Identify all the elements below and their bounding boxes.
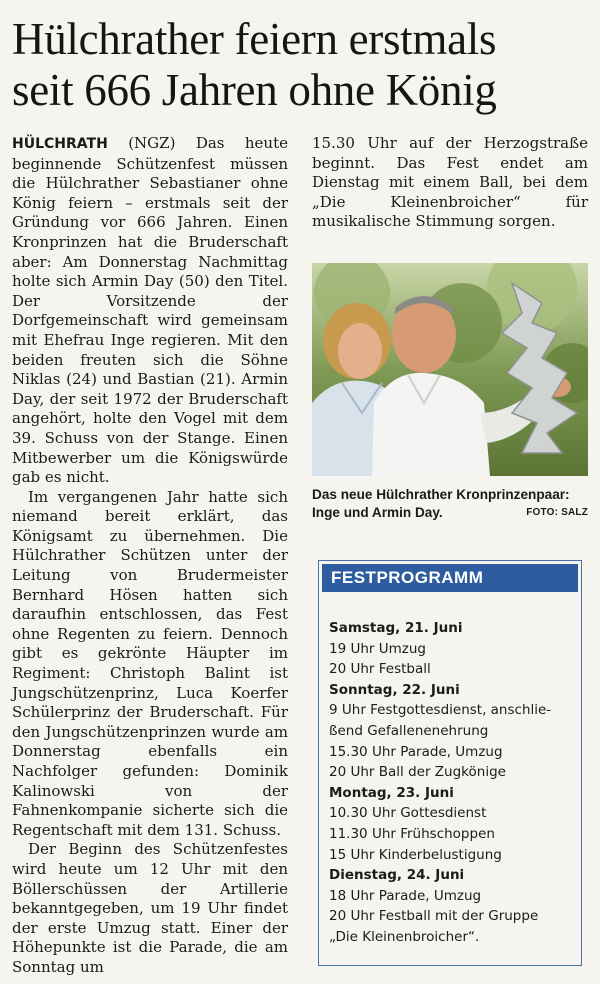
- festprogramm-list: [319, 592, 581, 948]
- festprogramm-item: 20 Uhr Ball der Zugkönige: [329, 764, 506, 781]
- festprogramm-item: 9 Uhr Festgottesdienst, anschlie-: [329, 702, 552, 719]
- headline-line-1: Hülchrather feiern erstmals: [12, 14, 497, 64]
- caption-text: Das neue Hülchrather Kronprinzenpaar: Inge und Armin Day.: [312, 487, 570, 520]
- article-paragraph-1: [12, 134, 288, 488]
- article-column-right: [312, 134, 588, 232]
- photo-illustration: [312, 263, 588, 476]
- festprogramm-item: ßend Gefallenenehrung: [329, 722, 489, 739]
- festprogramm-box: [318, 560, 582, 966]
- festprogramm-item: „Die Kleinenbroicher“.: [329, 928, 480, 945]
- article-paragraph-3-continued: 15.30 Uhr auf der Herzogstraße beginnt. Das Fest endet am Dienstag mit einem Ball, bei dem „Die Kleinenbroicher“ für musikalische Stimmung sorgen.: [312, 134, 588, 231]
- article-paragraph-3: Der Beginn des Schützenfestes wird heute um 12 Uhr mit den Böllerschüssen der Artillerie bekanntgegeben, um 19 Uhr findet der erste Umzug statt. Einer der Höhepunkte ist die Parade, die am Sonntag um: [12, 840, 288, 976]
- festprogramm-item: 11.30 Uhr Frühschoppen: [329, 825, 495, 842]
- festprogramm-day: Montag, 23. Juni: [329, 784, 454, 801]
- festprogramm-item: 10.30 Uhr Gottesdienst: [329, 805, 487, 822]
- festprogramm-day: Samstag, 21. Juni: [329, 620, 463, 636]
- headline-line-2: seit 666 Jahren ohne König: [12, 65, 497, 115]
- dateline-agency: (NGZ): [107, 134, 196, 152]
- festprogramm-item: 20 Uhr Festball: [329, 661, 431, 678]
- article-column-left: [12, 134, 288, 978]
- photo-credit: FOTO: SALZ: [526, 507, 588, 518]
- festprogramm-day: Sonntag, 22. Juni: [329, 681, 460, 698]
- festprogramm-item: 15.30 Uhr Parade, Umzug: [329, 743, 503, 760]
- festprogramm-item: 20 Uhr Festball mit der Gruppe: [329, 908, 539, 925]
- festprogramm-item: 15 Uhr Kinderbelustigung: [329, 846, 502, 863]
- festprogramm-item: 19 Uhr Umzug: [329, 640, 426, 657]
- article-text-1: Das heute beginnende Schützenfest müssen die Hülchrather Sebastianer ohne König feiern – erstmals seit der Gründung vor 666 Jahren. Einen Kronprinzen hat die Bruderschaft aber: Am Donnerstag Nachmittag holte sich Armin Day (50) den Titel. Der Vorsitzende der Dorfgemeinschaft wird gemeinsam mit Ehefrau Inge regieren. Mit den beiden freuten sich die Söhne Niklas (24) und Bastian (21). Armin Day, der seit 1972 der Bruderschaft angehört, holte den Vogel mit dem 39. Schuss von der Stange. Einen Mitbewerber um die Königswürde gab es nicht.: [12, 134, 288, 487]
- festprogramm-title: FESTPROGRAMM: [322, 564, 578, 592]
- festprogramm-day: Dienstag, 24. Juni: [329, 867, 465, 884]
- photo-kronprinzenpaar: [312, 263, 588, 476]
- festprogramm-item: 18 Uhr Parade, Umzug: [329, 887, 482, 904]
- photo-caption: [312, 486, 588, 522]
- dateline: HÜLCHRATH: [12, 136, 108, 152]
- article-paragraph-2: Im vergangenen Jahr hatte sich niemand bereit erklärt, das Königsamt zu übernehmen. Die Hülchrather Schützen unter der Leitung von Brudermeister Bernhard Hösen hatten sich daraufhin entschlossen, das Fest ohne Regenten zu feiern. Dennoch gibt es gekrönte Häupter im Regiment: Christoph Balint ist Jungschützenprinz, Luca Koerfer Schülerprinz der Bruderschaft. Für den Jungschützenprinzen wurde am Donnerstag ebenfalls ein Nachfolger gefunden: Dominik Kalinowski von der Fahnenkompanie sicherte sich die Regentschaft mit dem 131. Schuss.: [12, 487, 288, 839]
- headline: [12, 14, 592, 116]
